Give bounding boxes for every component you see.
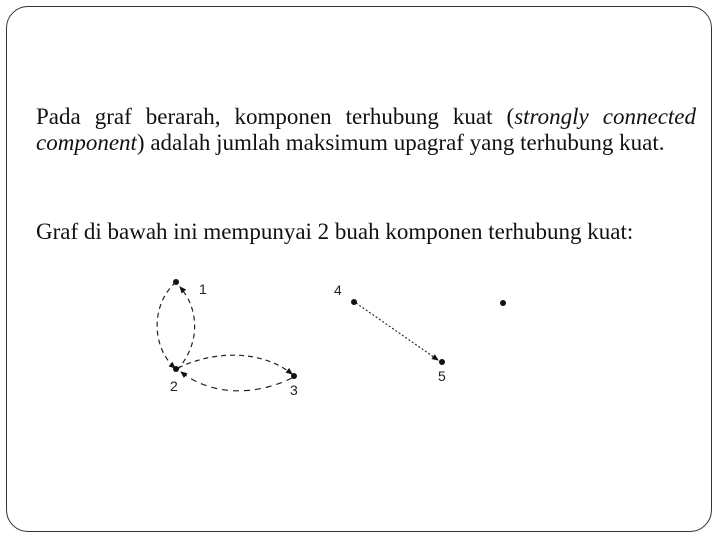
edge-1-to-2 [157,282,176,368]
definition-intro: Pada graf berarah, komponen terhubung kuat ( [36,104,515,129]
vertex-6 [500,300,506,306]
edge-3-to-2 [181,372,292,391]
vertex-5 [439,359,445,365]
vertex-3-label: 3 [290,382,298,398]
definition-term: strongly connected component [36,104,697,155]
vertex-4 [351,299,357,305]
graph-caption: Graf di bawah ini mempunyai 2 buah komponen terhubung kuat: [36,219,634,244]
vertex-2-label: 2 [170,378,178,394]
edge-2-to-3 [178,355,292,374]
vertex-1-label: 1 [199,281,207,297]
vertex-2 [173,366,179,372]
edge-4-to-5 [356,303,438,360]
vertex-1 [173,279,179,285]
vertex-3 [291,373,297,379]
vertex-4-label: 4 [334,282,342,298]
definition-rest: ) adalah jumlah maksimum upagraf yang terhubung kuat. [136,130,665,155]
vertex-5-label: 5 [438,368,446,384]
edge-2-to-1 [177,287,195,370]
